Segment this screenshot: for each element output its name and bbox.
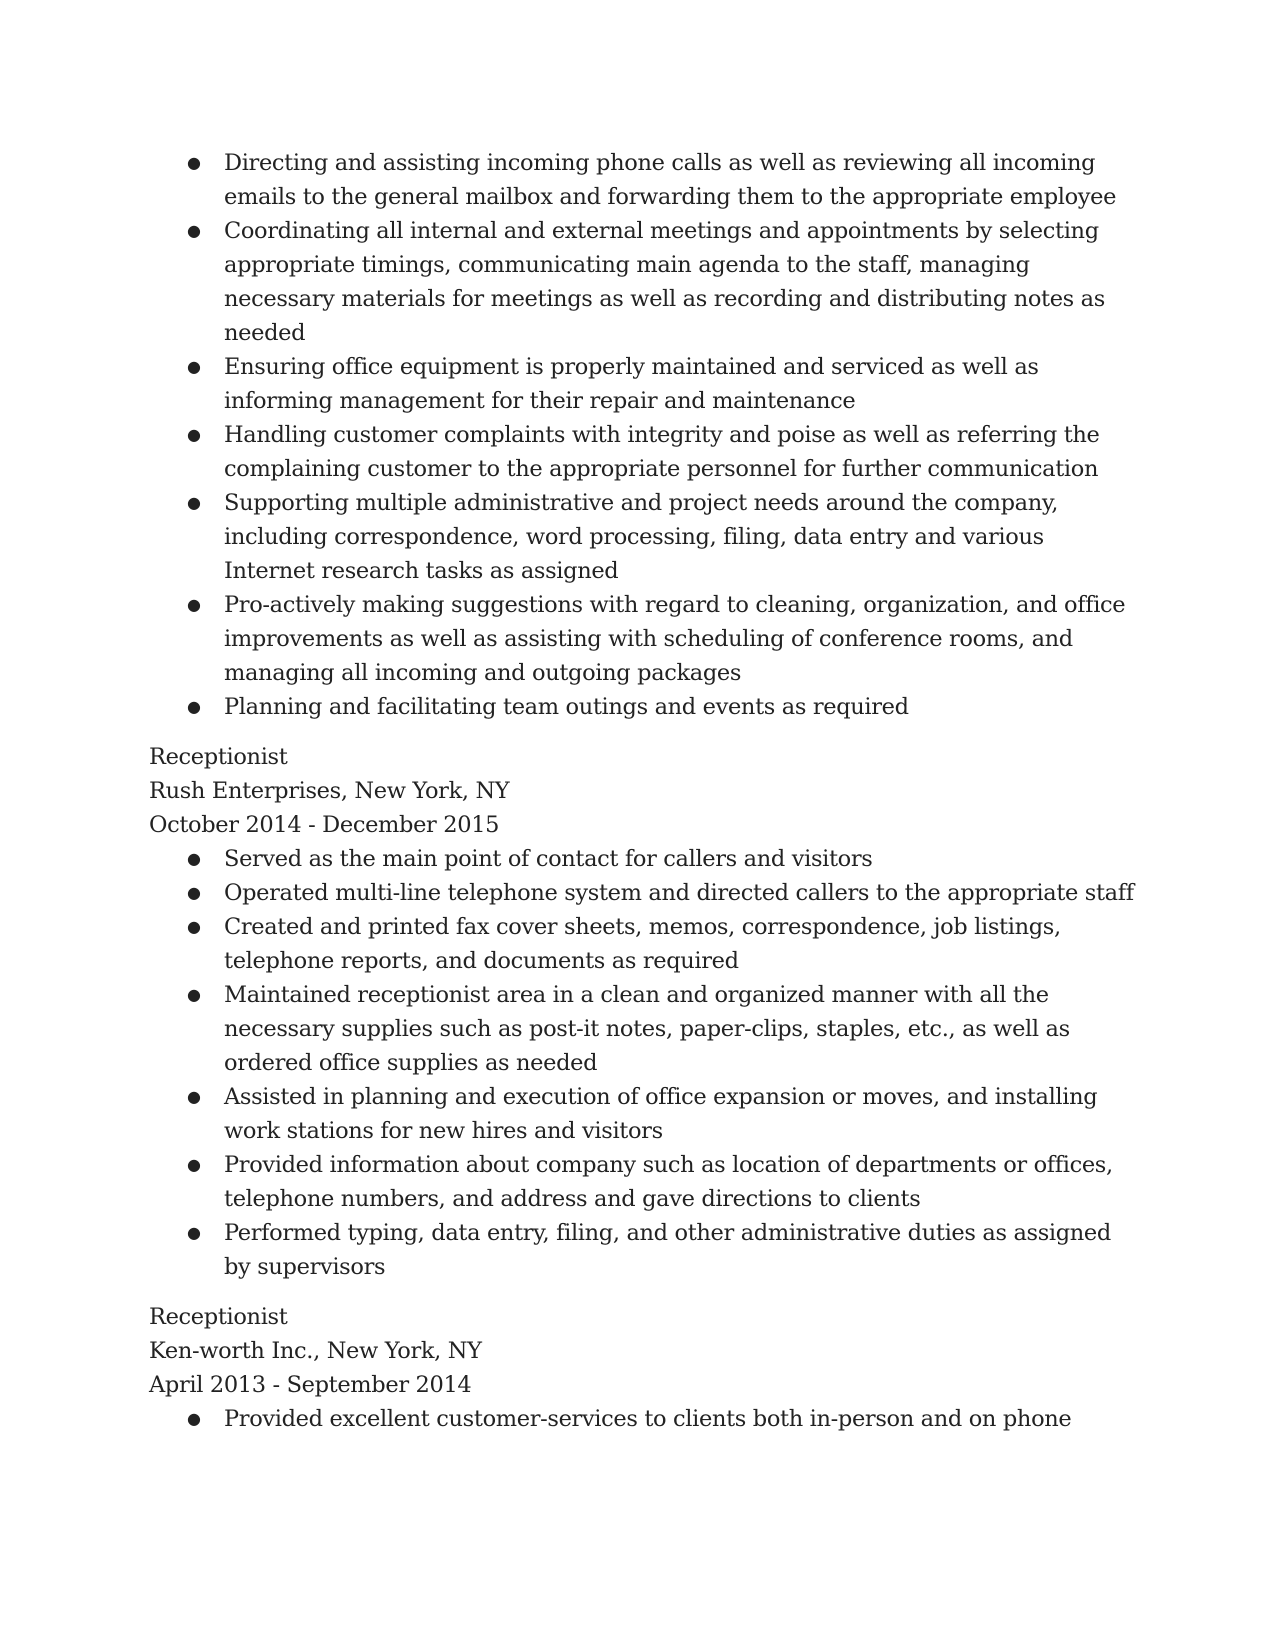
job-entry-rush <box>149 740 1139 1284</box>
bullet-icon: ● <box>187 849 201 868</box>
list-item: ● Maintained receptionist area in a clean and organized manner with all the necessary supplies such as post-it notes, paper-clips, staples, etc., as well as ordered office supplies as needed <box>149 978 1139 1080</box>
bullet-icon: ● <box>187 1223 201 1242</box>
list-item: ● Handling customer complaints with integrity and poise as well as referring the complaining customer to the appropriate personnel for further communication <box>149 418 1139 486</box>
job-duties-list <box>149 146 1139 724</box>
list-item: ● Served as the main point of contact for callers and visitors <box>149 842 1139 876</box>
bullet-icon: ● <box>187 883 201 902</box>
bullet-icon: ● <box>187 985 201 1004</box>
bullet-icon: ● <box>187 221 201 240</box>
list-item: ● Coordinating all internal and external meetings and appointments by selecting appropriate timings, communicating main agenda to the staff, managing necessary materials for meetings as well as recording and distributing notes as needed <box>149 214 1139 350</box>
list-item: ● Provided excellent customer-services to clients both in-person and on phone <box>149 1402 1139 1436</box>
list-item: ● Operated multi-line telephone system and directed callers to the appropriate staff <box>149 876 1139 910</box>
job-title: Receptionist <box>149 744 288 770</box>
bullet-icon: ● <box>187 595 201 614</box>
list-item: ● Provided information about company such as location of departments or offices, telephone numbers, and address and gave directions to clients <box>149 1148 1139 1216</box>
job-entry-kenworth <box>149 1300 1139 1436</box>
employment-dates: October 2014 - December 2015 <box>149 812 500 838</box>
list-item: ● Directing and assisting incoming phone calls as well as reviewing all incoming emails to the general mailbox and forwarding them to the appropriate employee <box>149 146 1139 214</box>
list-item: ● Ensuring office equipment is properly maintained and serviced as well as informing management for their repair and maintenance <box>149 350 1139 418</box>
list-item: ● Performed typing, data entry, filing, and other administrative duties as assigned by supervisors <box>149 1216 1139 1284</box>
list-item: ● Assisted in planning and execution of office expansion or moves, and installing work stations for new hires and visitors <box>149 1080 1139 1148</box>
company-location: Ken-worth Inc., New York, NY <box>149 1338 482 1364</box>
bullet-icon: ● <box>187 153 201 172</box>
bullet-icon: ● <box>187 357 201 376</box>
bullet-icon: ● <box>187 1155 201 1174</box>
list-item: ● Created and printed fax cover sheets, memos, correspondence, job listings, telephone reports, and documents as required <box>149 910 1139 978</box>
bullet-icon: ● <box>187 1409 201 1428</box>
list-item: ● Supporting multiple administrative and project needs around the company, including correspondence, word processing, filing, data entry and various Internet research tasks as assigned <box>149 486 1139 588</box>
employment-dates: April 2013 - September 2014 <box>149 1372 472 1398</box>
bullet-icon: ● <box>187 1087 201 1106</box>
bullet-icon: ● <box>187 697 201 716</box>
list-item: ● Planning and facilitating team outings and events as required <box>149 690 1139 724</box>
bullet-icon: ● <box>187 493 201 512</box>
resume-page <box>149 146 1139 1436</box>
list-item: ● Pro-actively making suggestions with regard to cleaning, organization, and office improvements as well as assisting with scheduling of conference rooms, and managing all incoming and outgoing packages <box>149 588 1139 690</box>
job-duties-list <box>149 1402 1139 1436</box>
company-location: Rush Enterprises, New York, NY <box>149 778 510 804</box>
job-title: Receptionist <box>149 1304 288 1330</box>
bullet-icon: ● <box>187 425 201 444</box>
bullet-icon: ● <box>187 917 201 936</box>
job-duties-list <box>149 842 1139 1284</box>
